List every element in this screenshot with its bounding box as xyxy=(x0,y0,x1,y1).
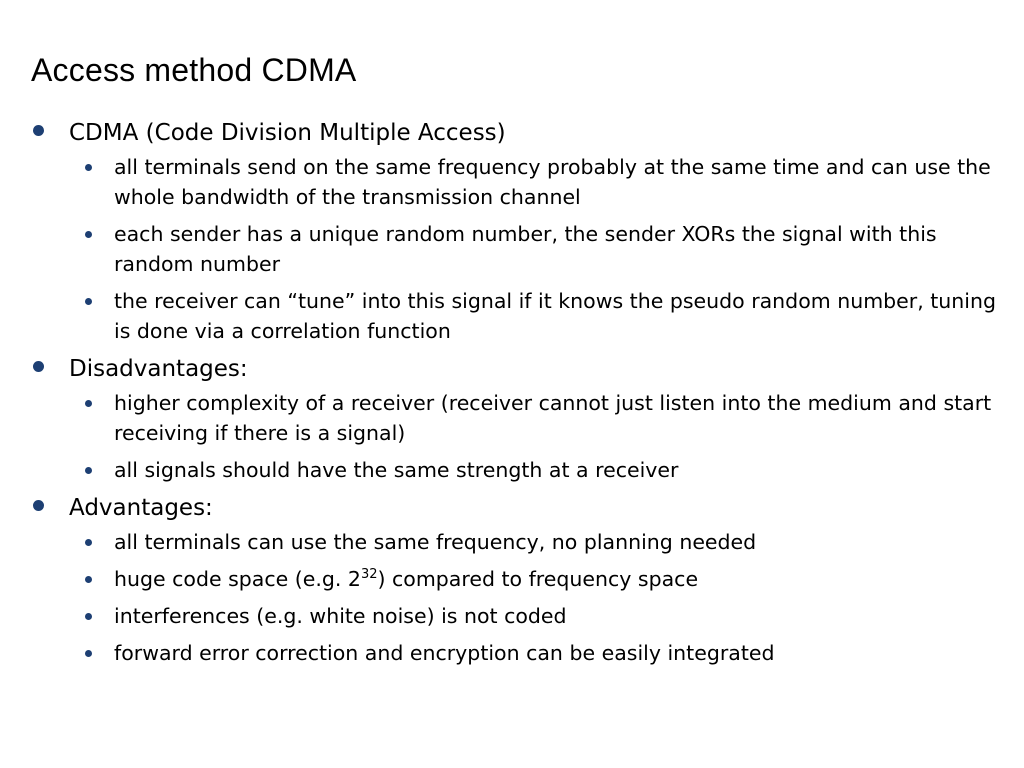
sub-bullet-dot-icon xyxy=(85,650,92,657)
sub-bullet-dot-icon xyxy=(85,539,92,546)
sub-bullet-item xyxy=(69,601,1006,631)
bullet-advantages xyxy=(31,492,1006,668)
slide-title: Access method CDMA xyxy=(31,52,357,88)
sub-bullet-dot-icon xyxy=(85,576,92,583)
sub-bullet-text: each sender has a unique random number, the sender XORs the signal with this random number xyxy=(114,222,937,276)
bullet-dot-icon xyxy=(33,361,44,372)
sub-bullet-text: the receiver can “tune” into this signal if it knows the pseudo random number, tuning is done via a correlation function xyxy=(114,289,996,343)
sub-bullet-text: forward error correction and encryption can be easily integrated xyxy=(114,641,775,665)
bullet-disadvantages xyxy=(31,353,1006,485)
sub-bullet-item xyxy=(69,286,1006,346)
sub-bullet-dot-icon xyxy=(85,467,92,474)
sub-bullet-item xyxy=(69,152,1006,212)
bullet-cdma xyxy=(31,117,1006,346)
sublist-disadvantages xyxy=(69,388,1006,485)
sublist-cdma xyxy=(69,152,1006,346)
sub-bullet-text: all terminals can use the same frequency, no planning needed xyxy=(114,530,757,554)
code-space-exponent: 32 xyxy=(360,567,378,583)
sub-bullet-dot-icon xyxy=(85,400,92,407)
sub-bullet-item xyxy=(69,638,1006,668)
sub-bullet-item xyxy=(69,219,1006,279)
sub-bullet-item xyxy=(69,455,1006,485)
sub-bullet-text: higher complexity of a receiver (receiver cannot just listen into the medium and start receiving if there is a signal) xyxy=(114,391,992,445)
sub-bullet-dot-icon xyxy=(85,231,92,238)
bullet-dot-icon xyxy=(33,500,44,511)
sub-bullet-text: all signals should have the same strength at a receiver xyxy=(114,458,679,482)
sublist-advantages xyxy=(69,527,1006,668)
sub-bullet-text: interferences (e.g. white noise) is not coded xyxy=(114,604,567,628)
code-space-text-after: ) compared to frequency space xyxy=(377,567,699,591)
bullet-label: CDMA (Code Division Multiple Access) xyxy=(69,120,506,146)
sub-bullet-text xyxy=(114,564,1006,594)
sub-bullet-text: all terminals send on the same frequency probably at the same time and can use the whole bandwidth of the transmission channel xyxy=(114,155,991,209)
sub-bullet-dot-icon xyxy=(85,164,92,171)
bullet-dot-icon xyxy=(33,125,44,136)
bullet-label: Advantages: xyxy=(69,495,213,521)
sub-bullet-item xyxy=(69,527,1006,557)
bullet-label: Disadvantages: xyxy=(69,356,248,382)
sub-bullet-dot-icon xyxy=(85,613,92,620)
code-space-text-before: huge code space (e.g. 2 xyxy=(114,567,361,591)
sub-bullet-item xyxy=(69,564,1006,594)
sub-bullet-dot-icon xyxy=(85,298,92,305)
bullet-list xyxy=(31,117,1006,675)
sub-bullet-item xyxy=(69,388,1006,448)
